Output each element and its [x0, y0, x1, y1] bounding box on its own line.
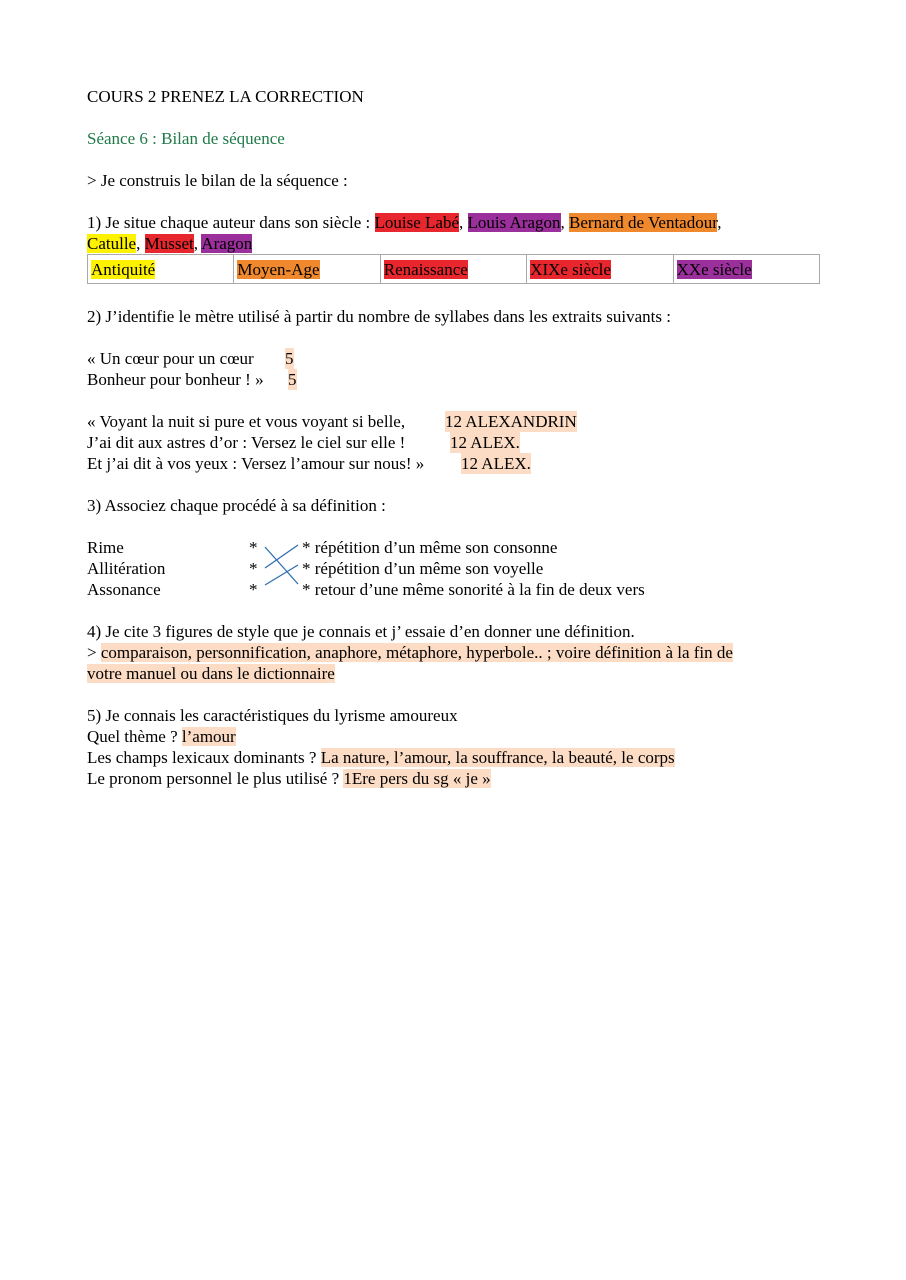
extract2-line-3: [87, 453, 531, 474]
verse-text: J’ai dit aux astres d’or : Versez le ciel sur elle !: [87, 433, 406, 452]
definition-sonorite: * retour d’une même sonorité à la fin de deux vers: [302, 580, 645, 599]
extract2-line-1: [87, 411, 577, 432]
meter-answer: 12 ALEX.: [450, 433, 520, 452]
star-bullet: *: [249, 559, 258, 578]
author-musset: Musset: [144, 234, 194, 253]
q4-answer-line-1: [87, 642, 733, 663]
meter-answer: 12 ALEXANDRIN: [445, 412, 577, 431]
table-cell: [527, 255, 673, 284]
seance-heading: Séance 6 : Bilan de séquence: [87, 129, 285, 148]
table-cell: [380, 255, 526, 284]
theme-question: Quel thème ?: [87, 727, 182, 746]
figures-answer: comparaison, personnification, anaphore, métaphore, hyperbole.. ; voire définition à la fin de: [100, 643, 733, 662]
century-moyen-age: Moyen-Age: [237, 259, 320, 279]
term-alliteration: Allitération: [87, 559, 166, 578]
separator: ,: [560, 213, 570, 232]
q1-line: [87, 212, 721, 233]
verse-text: « Un cœur pour un cœur: [87, 349, 254, 368]
century-renaissance: Renaissance: [383, 259, 468, 279]
verse-text: Et j’ai dit à vos yeux : Versez l’amour sur nous! »: [87, 454, 425, 473]
q4-prompt: 4) Je cite 3 figures de style que je connais et j’ essaie d’en donner une définition.: [87, 622, 635, 641]
q5-champs-line: [87, 747, 675, 768]
term-rime: Rime: [87, 538, 124, 557]
syllable-answer: 5: [288, 370, 297, 389]
separator: ,: [136, 234, 145, 253]
table-cell: [673, 255, 819, 284]
extract2-line-2: [87, 432, 520, 453]
doc-title: COURS 2 PRENEZ LA CORRECTION: [87, 87, 364, 106]
star-bullet: *: [249, 538, 258, 557]
extract1-line-2: [87, 369, 297, 390]
link-rime-sonorite: [265, 547, 298, 584]
table-cell: [234, 255, 380, 284]
separator: ,: [459, 213, 468, 232]
term-assonance: Assonance: [87, 580, 161, 599]
q2-prompt: 2) J’identifie le mètre utilisé à partir du nombre de syllabes dans les extraits suivants :: [87, 307, 671, 326]
q5-prompt: 5) Je connais les caractéristiques du lyrisme amoureux: [87, 706, 458, 725]
century-antiquite: Antiquité: [91, 259, 156, 279]
champs-answer: La nature, l’amour, la souffrance, la beauté, le corps: [320, 748, 675, 767]
q5-pronom-line: [87, 768, 491, 789]
pronom-answer: 1Ere pers du sg « je »: [343, 769, 491, 788]
association-row: [87, 537, 822, 558]
theme-answer: l’amour: [181, 727, 236, 746]
author-aragon: Aragon: [201, 234, 253, 253]
association-row: [87, 558, 822, 579]
author-catulle: Catulle: [87, 234, 137, 253]
association-row: [87, 579, 822, 600]
verse-text: « Voyant la nuit si pure et vous voyant si belle,: [87, 412, 406, 431]
star-bullet: *: [249, 580, 258, 599]
author-bernard-de-ventadour: Bernard de Ventadour: [569, 213, 718, 232]
q1-line-2: [87, 233, 252, 254]
intro-line: > Je construis le bilan de la séquence :: [87, 171, 348, 190]
q1-prompt: 1) Je situe chaque auteur dans son siècle :: [87, 213, 375, 232]
q5-theme-line: [87, 726, 236, 747]
q3-prompt: 3) Associez chaque procédé à sa définition :: [87, 496, 386, 515]
figures-answer-cont: votre manuel ou dans le dictionnaire: [87, 664, 335, 683]
syllable-answer: 5: [285, 349, 294, 368]
extract1-line-1: [87, 348, 294, 369]
association-lines: [263, 538, 303, 588]
definition-consonne: * répétition d’un même son consonne: [302, 538, 558, 557]
q4-answer-line-2: [87, 663, 335, 684]
separator: ,: [193, 234, 202, 253]
author-louise-labe: Louise Labé: [374, 213, 459, 232]
table-row: [88, 255, 820, 284]
separator-comma: ,: [717, 213, 722, 232]
meter-answer: 12 ALEX.: [461, 454, 531, 473]
century-xixe: XIXe siècle: [530, 259, 611, 279]
table-cell: [88, 255, 234, 284]
centuries-table: [87, 254, 820, 284]
century-xxe: XXe siècle: [676, 259, 752, 279]
pronom-question: Le pronom personnel le plus utilisé ?: [87, 769, 344, 788]
link-assonance-voyelle: [265, 565, 298, 585]
champs-question: Les champs lexicaux dominants ?: [87, 748, 321, 767]
verse-text: Bonheur pour bonheur ! »: [87, 370, 264, 389]
definition-voyelle: * répétition d’un même son voyelle: [302, 559, 544, 578]
author-louis-aragon: Louis Aragon: [467, 213, 561, 232]
answer-prefix: >: [87, 643, 101, 662]
